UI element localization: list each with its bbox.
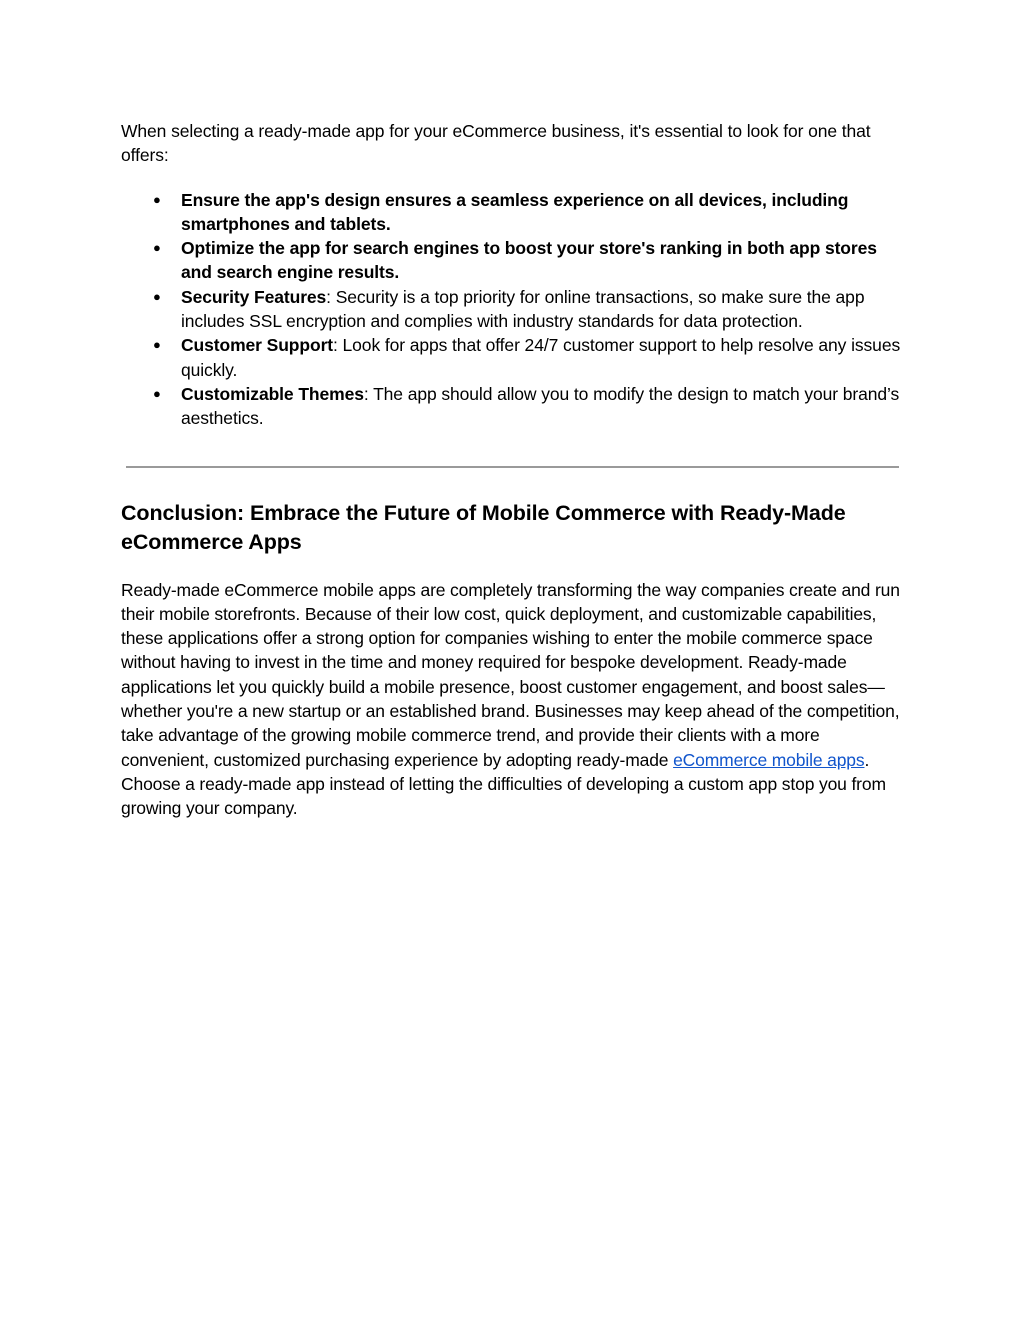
conclusion-text-before-link: Ready-made eCommerce mobile apps are completely transforming the way companies create and run their mobile storefronts. Because of their low cost, quick deployment, and customizable capabilities, these applications offer a strong option for companies wishing to enter the mobile commerce space without having to invest in the time and money required for bespoke development. Ready-made applications let you quickly build a mobile presence, boost customer engagement, and boost sales—whether you're a new startup or an established brand. Businesses may keep ahead of the competition, take advantage of the growing mobile commerce trend, and provide their clients with a more convenient, customized purchasing experience by adopting ready-made — [121, 579, 900, 770]
list-item-text: : Look for apps that offer 24/7 customer support to help resolve any issues quickly. — [181, 335, 901, 380]
document-page — [121, 119, 903, 821]
feature-list — [121, 188, 903, 431]
conclusion-text-after-link: . Choose a ready-made app instead of letting the difficulties of developing a custom app stop you from growing your company. — [121, 749, 886, 819]
conclusion-paragraph — [121, 578, 903, 821]
list-item-label: Customer Support — [181, 335, 334, 356]
list-item-label: Optimize the app for search engines to boost your store's ranking in both app stores and search engine results. — [181, 238, 877, 283]
bullet-icon: ● — [153, 288, 161, 304]
horizontal-divider — [126, 466, 899, 468]
bullet-icon: ● — [153, 240, 161, 256]
bullet-icon: ● — [153, 191, 161, 207]
list-item — [121, 285, 903, 334]
list-item-label: Security Features — [181, 286, 327, 307]
list-item — [121, 333, 903, 382]
list-item — [121, 236, 903, 285]
intro-paragraph: When selecting a ready-made app for your eCommerce business, it's essential to look for one that offers: — [121, 121, 871, 166]
list-item — [121, 188, 903, 237]
section-heading: Conclusion: Embrace the Future of Mobile Commerce with Ready-Made eCommerce Apps — [121, 500, 846, 554]
list-item-label: Customizable Themes — [181, 383, 364, 404]
list-item-text: : Security is a top priority for online transactions, so make sure the app includes SSL encryption and complies with industry standards for data protection. — [181, 286, 865, 332]
list-item-text: : The app should allow you to modify the design to match your brand’s aesthetics. — [181, 383, 900, 429]
bullet-icon: ● — [153, 385, 161, 401]
list-item-label: Ensure the app's design ensures a seamless experience on all devices, including smartphones and tablets. — [181, 189, 849, 234]
list-item — [121, 382, 903, 431]
ecommerce-mobile-apps-link[interactable]: eCommerce mobile apps — [673, 749, 865, 770]
bullet-icon: ● — [153, 337, 161, 353]
